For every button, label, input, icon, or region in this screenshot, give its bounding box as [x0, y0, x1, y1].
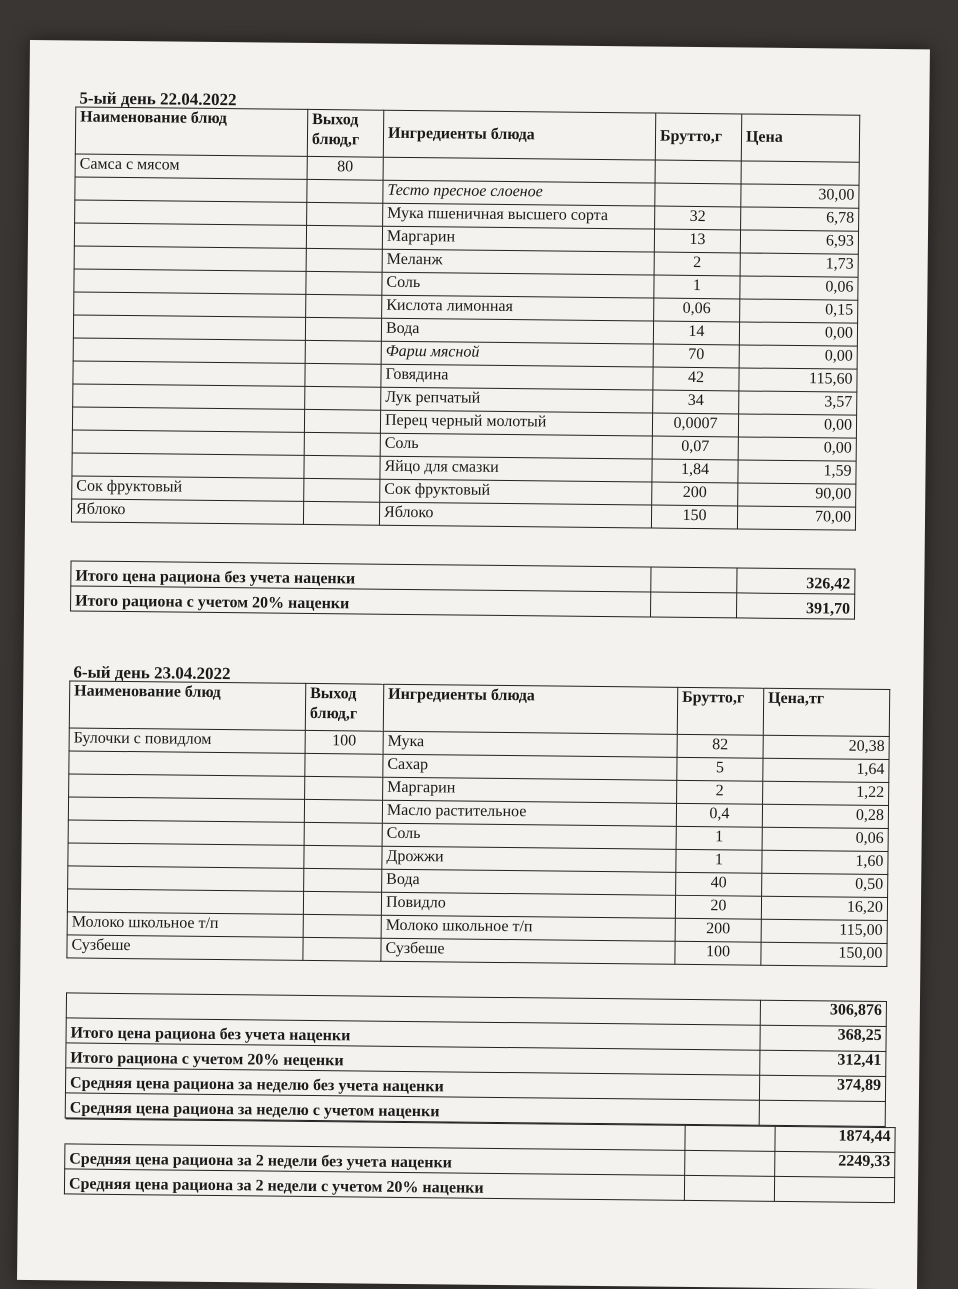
ingredient-cell: Масло растительное — [382, 800, 676, 826]
total-label: Итого цена рациона без учета наценки — [71, 561, 651, 592]
ingredient-cell: Перец черный молотый — [380, 410, 652, 436]
day5-table — [71, 106, 860, 530]
yield-cell — [304, 799, 382, 823]
dish-cell — [75, 177, 307, 202]
total-empty — [650, 592, 736, 618]
total-label: Средняя цена рациона за неделю без учета наценки — [65, 1068, 759, 1100]
ingredient-cell: Яблоко — [379, 502, 651, 528]
brutto-cell — [655, 183, 741, 207]
price-cell: 90,00 — [738, 483, 856, 507]
ingredient-cell: Фарш мясной — [381, 341, 653, 367]
yield-cell — [306, 248, 382, 272]
yield-cell — [307, 179, 383, 203]
dish-cell — [73, 338, 305, 363]
dish-cell — [74, 292, 306, 317]
total-label: Итого цена рациона без учета наценки — [66, 1018, 760, 1050]
ingredient-cell — [383, 157, 655, 183]
header-dish: Наименование блюд — [69, 681, 305, 730]
dish-cell — [74, 246, 306, 271]
total-value: 306,876 — [760, 1000, 886, 1026]
total-label: Средняя цена рациона за 2 недели без учета наценки — [65, 1144, 685, 1175]
price-cell: 0,06 — [762, 827, 888, 851]
price-cell: 0,00 — [738, 414, 856, 438]
brutto-cell: 1,84 — [652, 459, 738, 483]
yield-cell — [304, 478, 380, 502]
total-empty — [684, 1175, 774, 1201]
ingredient-cell: Соль — [382, 823, 676, 849]
price-cell: 1,22 — [763, 781, 889, 805]
dish-cell — [68, 797, 304, 822]
ingredient-cell: Тесто пресное слоеное — [383, 180, 655, 206]
price-cell: 115,00 — [761, 919, 887, 943]
total-value: 374,89 — [759, 1075, 885, 1101]
total-label: Итого рациона с учетом 20% наценки — [71, 586, 651, 617]
ingredient-cell: Дрожжи — [382, 846, 676, 872]
total-value — [759, 1100, 885, 1126]
yield-cell — [303, 891, 381, 915]
dish-cell — [68, 866, 304, 891]
total-value — [774, 1176, 894, 1202]
ingredient-cell: Молоко школьное т/п — [381, 915, 675, 941]
ingredient-cell: Соль — [382, 272, 654, 298]
yield-cell — [305, 753, 383, 777]
total-value: 391,70 — [736, 593, 854, 619]
brutto-cell: 1 — [676, 849, 762, 873]
total-value: 2249,33 — [775, 1151, 895, 1177]
price-cell: 16,20 — [761, 896, 887, 920]
price-cell: 1,60 — [762, 850, 888, 874]
brutto-cell — [655, 160, 741, 184]
yield-cell — [305, 340, 381, 364]
brutto-cell: 2 — [677, 780, 763, 804]
ingredient-cell: Сузбеше — [381, 938, 675, 964]
header-brutto: Брутто,г — [677, 687, 763, 735]
dish-cell — [68, 820, 304, 845]
ingredient-cell: Мука — [383, 731, 677, 757]
day5-totals — [70, 560, 855, 619]
yield-cell — [304, 432, 380, 456]
yield-cell — [306, 271, 382, 295]
brutto-cell: 34 — [653, 390, 739, 414]
yield-cell — [306, 294, 382, 318]
ingredient-cell: Сахар — [383, 754, 677, 780]
ingredient-cell: Повидло — [381, 892, 675, 918]
price-cell: 0,15 — [740, 299, 858, 323]
dish-cell — [69, 751, 305, 776]
brutto-cell: 20 — [675, 895, 761, 919]
ingredient-cell: Вода — [381, 318, 653, 344]
brutto-cell: 13 — [654, 229, 740, 253]
price-cell: 0,00 — [738, 437, 856, 461]
brutto-cell: 0,4 — [676, 803, 762, 827]
ingredient-cell: Вода — [382, 869, 676, 895]
brutto-cell: 150 — [651, 505, 737, 529]
yield-cell — [304, 455, 380, 479]
dish-cell: Молоко школьное т/п — [67, 912, 303, 937]
ingredient-cell: Меланж — [382, 249, 654, 275]
header-dish: Наименование блюд — [75, 107, 307, 156]
price-cell: 20,38 — [763, 735, 889, 759]
brutto-cell: 1 — [654, 275, 740, 299]
brutto-cell: 32 — [655, 206, 741, 230]
dish-cell — [73, 384, 305, 409]
day6-title: 6-ый день 23.04.2022 — [73, 662, 231, 684]
dish-cell: Яблоко — [71, 499, 303, 524]
brutto-cell: 82 — [677, 734, 763, 758]
dish-cell — [72, 407, 304, 432]
yield-cell — [305, 363, 381, 387]
total-empty — [685, 1150, 775, 1176]
yield-cell — [304, 845, 382, 869]
day5-header-row — [75, 107, 859, 162]
total-value: 368,25 — [760, 1025, 886, 1051]
yield-cell — [305, 386, 381, 410]
price-cell: 1,59 — [738, 460, 856, 484]
yield-cell — [304, 868, 382, 892]
ingredient-cell: Маргарин — [383, 777, 677, 803]
ingredient-cell: Говядина — [381, 364, 653, 390]
brutto-cell: 0,07 — [652, 436, 738, 460]
header-price: Цена,тг — [763, 688, 889, 736]
yield-cell — [304, 409, 380, 433]
yield-cell: 80 — [307, 156, 383, 180]
yield-cell — [303, 937, 381, 961]
two-week-totals — [64, 1118, 896, 1203]
yield-cell — [304, 822, 382, 846]
price-cell: 0,00 — [739, 345, 857, 369]
price-cell: 0,28 — [762, 804, 888, 828]
price-cell: 6,78 — [741, 207, 859, 231]
day6-table — [66, 680, 890, 967]
ingredient-cell: Лук репчатый — [381, 387, 653, 413]
dish-cell — [72, 453, 304, 478]
price-cell: 0,50 — [762, 873, 888, 897]
yield-cell — [303, 501, 379, 525]
price-cell: 30,00 — [741, 184, 859, 208]
day6-header-row — [69, 681, 889, 737]
yield-cell — [306, 225, 382, 249]
day5-title: 5-ый день 22.04.2022 — [79, 88, 237, 110]
brutto-cell: 40 — [676, 872, 762, 896]
price-cell: 150,00 — [761, 942, 887, 966]
total-empty — [651, 567, 737, 593]
header-brutto: Брутто,г — [655, 113, 741, 161]
price-cell: 6,93 — [740, 230, 858, 254]
brutto-cell: 0,0007 — [652, 413, 738, 437]
dish-cell: Сузбеше — [67, 935, 303, 960]
dish-cell — [68, 843, 304, 868]
ingredient-cell: Соль — [380, 433, 652, 459]
header-ingredients: Ингредиенты блюда — [383, 110, 655, 160]
brutto-cell: 200 — [675, 918, 761, 942]
price-cell: 3,57 — [739, 391, 857, 415]
dish-cell — [74, 269, 306, 294]
header-yield: Выход блюд,г — [307, 109, 383, 157]
price-cell: 0,00 — [739, 322, 857, 346]
document-page — [17, 40, 930, 1289]
dish-cell — [75, 200, 307, 225]
dish-cell: Сок фруктовый — [72, 476, 304, 501]
price-cell: 0,06 — [740, 276, 858, 300]
dish-cell — [72, 430, 304, 455]
price-cell — [741, 161, 859, 185]
yield-cell — [307, 202, 383, 226]
price-cell: 115,60 — [739, 368, 857, 392]
ingredient-cell: Кислота лимонная — [382, 295, 654, 321]
total-label: Итого рациона с учетом 20% неценки — [66, 1043, 760, 1075]
total-empty — [685, 1125, 775, 1151]
yield-cell — [305, 317, 381, 341]
total-value: 312,41 — [760, 1050, 886, 1076]
brutto-cell: 5 — [677, 757, 763, 781]
brutto-cell: 70 — [653, 344, 739, 368]
dish-cell — [69, 774, 305, 799]
brutto-cell: 42 — [653, 367, 739, 391]
dish-cell — [74, 223, 306, 248]
ingredient-cell: Маргарин — [382, 226, 654, 252]
total-label: Средняя цена рациона за неделю с учетом наценки — [65, 1093, 759, 1125]
brutto-cell: 200 — [652, 482, 738, 506]
header-ingredients: Ингредиенты блюда — [383, 684, 677, 734]
brutto-cell: 1 — [676, 826, 762, 850]
price-cell: 1,73 — [740, 253, 858, 277]
yield-cell: 100 — [305, 730, 383, 754]
total-value: 1874,44 — [775, 1126, 895, 1152]
ingredient-cell: Мука пшеничная высшего сорта — [383, 203, 655, 229]
total-label: Средняя цена рациона за 2 недели с учетом 20% наценки — [64, 1169, 684, 1200]
brutto-cell: 100 — [675, 941, 761, 965]
price-cell: 70,00 — [737, 506, 855, 530]
dish-cell: Булочки с повидлом — [69, 728, 305, 753]
price-cell: 1,64 — [763, 758, 889, 782]
brutto-cell: 0,06 — [654, 298, 740, 322]
brutto-cell: 14 — [653, 321, 739, 345]
header-price: Цена — [741, 114, 859, 162]
total-value: 326,42 — [737, 568, 855, 594]
dish-cell — [67, 889, 303, 914]
dish-cell: Самса с мясом — [75, 154, 307, 179]
yield-cell — [305, 776, 383, 800]
dish-cell — [73, 315, 305, 340]
day6-totals — [65, 992, 887, 1127]
yield-cell — [303, 914, 381, 938]
ingredient-cell: Яйцо для смазки — [380, 456, 652, 482]
header-yield: Выход блюд,г — [305, 683, 383, 731]
ingredient-cell: Сок фруктовый — [380, 479, 652, 505]
dish-cell — [73, 361, 305, 386]
brutto-cell: 2 — [654, 252, 740, 276]
